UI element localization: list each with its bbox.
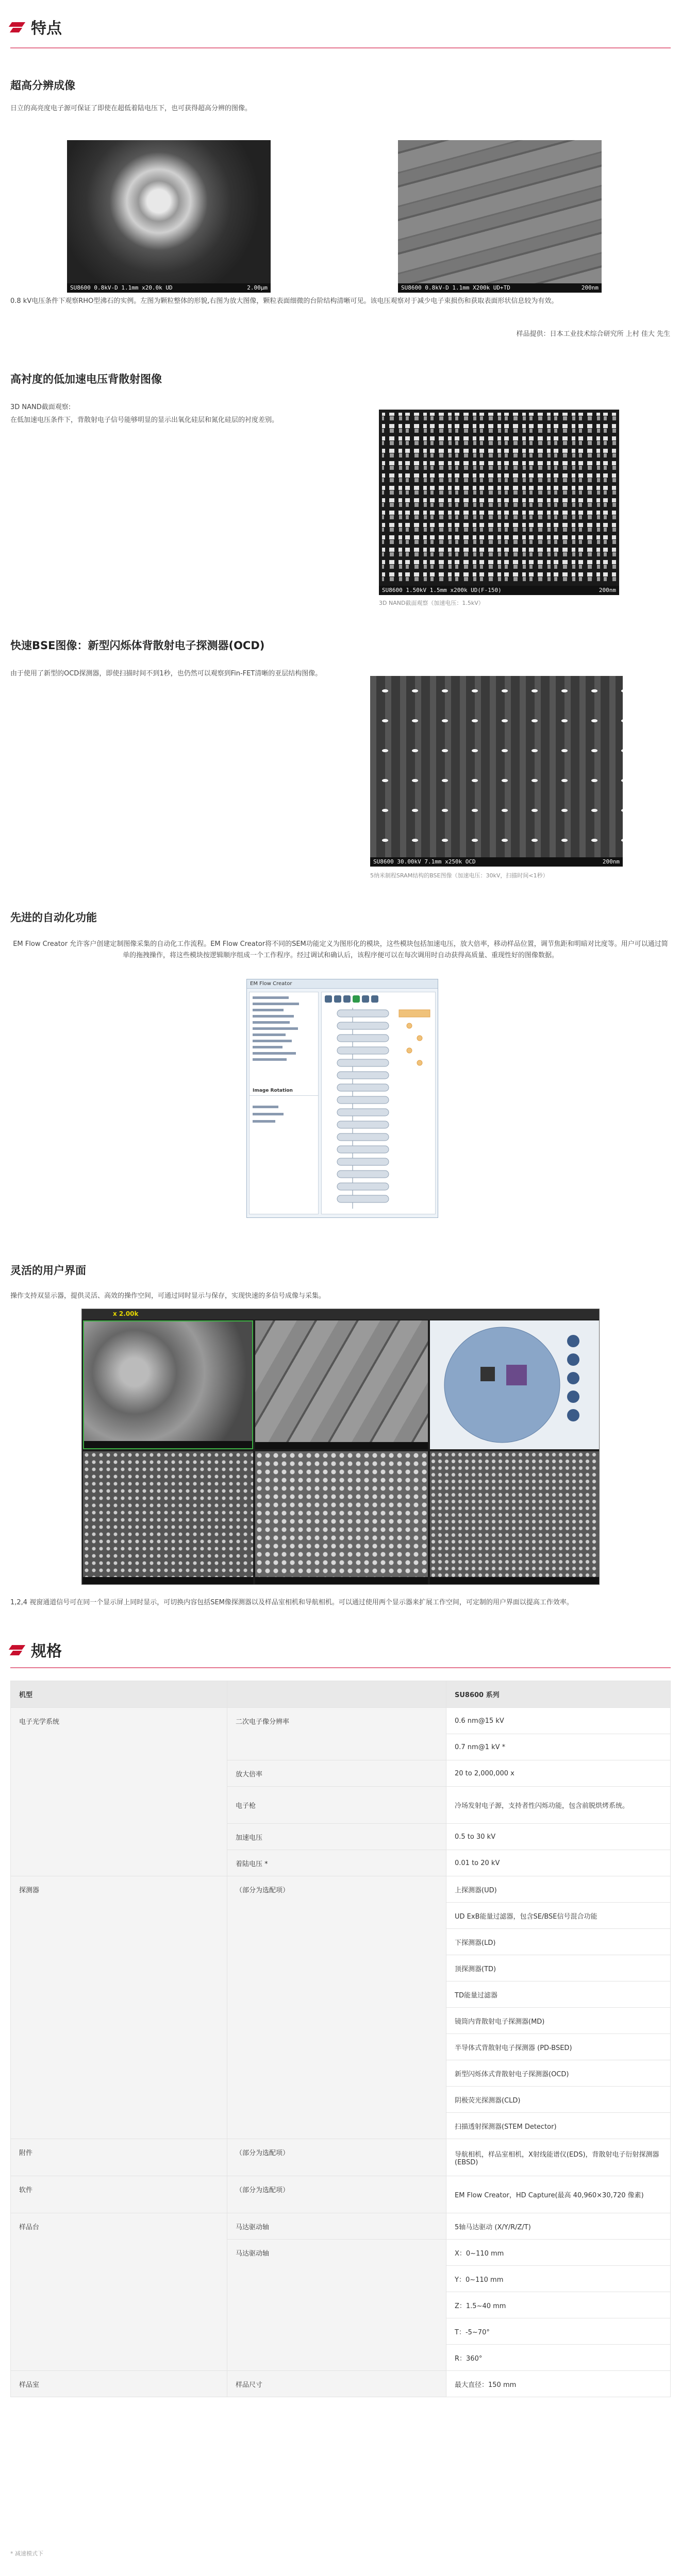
spec-row: Y：0~110 mm [11, 2266, 671, 2292]
features-heading [10, 15, 671, 38]
section-mark-icon [10, 1643, 25, 1656]
features-title: 特点 [31, 20, 62, 38]
spec-row: 阴极荧光探测器(CLD) [11, 2087, 671, 2113]
spec-row: 加速电压 0.5 to 30 kV [11, 1824, 671, 1850]
feature-1-credit: 样品提供：日本工业技术综合研究所 上村 佳大 先生 [516, 330, 670, 338]
feature-4-desc: EM Flow Creator 允许客户创建定制图像采集的自动化工作流程。EM Flow Creator将不同的SEM功能定义为图形化的模块，这些模块包括加速电压，放大倍率，移动样品位置，调节焦距和明暗对比度等。用户可以通过简单的拖拽操作，将这些模块按逻辑顺序组成一个工作程序。经过调试和确认后，该程序便可以在每次调用时自动获得高质量、重现性好的图像数据。 [13, 940, 668, 959]
feature-5-note: 1,2,4 视窗通道信号可在同一个显示屏上同时显示，可切换内容包括SEM像探测器以及样品室相机和导航相机。可以通过使用两个显示器来扩展工作空间，可定制的用户界面以提高工作效率。 [10, 1599, 573, 1606]
feature-1-title: 超高分辨成像 [10, 79, 75, 92]
spec-row: 样品台 马达驱动轴 5轴马达驱动 (X/Y/R/Z/T) [11, 2213, 671, 2240]
feature-3-desc: 由于使用了新型的OCD探测器，即使扫描时间不到1秒，也仍然可以观察到Fin-FET清晰的亚层结构图像。 [10, 670, 322, 677]
spec-row: 机型 SU8600 系列 [11, 1681, 671, 1708]
feature-3-title: 快速BSE图像：新型闪烁体背散射电子探测器(OCD) [10, 639, 265, 652]
feature-1-desc: 日立的高亮度电子源可保证了即使在超低着陆电压下，也可获得超高分辨的图像。 [10, 105, 252, 112]
spec-footnote: * 减速模式下 [10, 2550, 43, 2557]
flow-diagram [322, 992, 436, 1215]
features-divider [10, 47, 671, 48]
gui-nav-camera [430, 1320, 599, 1449]
gui-view-3 [83, 1451, 253, 1584]
flow-canvas [321, 992, 436, 1214]
sem-image-surface: SU8600 0.8kV-D 1.1mm X200k UD+TD 200nm [398, 140, 602, 293]
feature-3-caption: 5纳米制程SRAM结构的BSE图像（加速电压：30kV，扫描时间<1秒） [370, 872, 549, 879]
spec-row: 镜筒内背散射电子探测器(MD) [11, 2008, 671, 2034]
spec-divider [10, 1667, 671, 1668]
feature-2-caption: 3D NAND截面观察（加速电压：1.5kV） [379, 600, 484, 606]
spec-row: Z：1.5~40 mm [11, 2292, 671, 2318]
spec-row: 新型闪烁体式背散射电子探测器(OCD) [11, 2060, 671, 2087]
feature-2-desc: 在低加速电压条件下，背散射电子信号能够明显的显示出氧化硅层和氮化硅层的衬度差别。 [10, 416, 279, 424]
gui-magnification: x 2.00k [113, 1310, 139, 1317]
spec-row: 0.7 nm@1 kV * [11, 1734, 671, 1760]
spec-row: 软件 （部分为选配项） EM Flow Creator，HD Capture(最高 40,960×30,720 像素) [11, 2176, 671, 2213]
gui-view-2 [255, 1320, 428, 1449]
feature-5-title: 灵活的用户界面 [10, 1264, 86, 1277]
image-rotation-label: Image Rotation [253, 1088, 293, 1093]
sem-image-crystal: SU8600 0.8kV-D 1.1mm x20.0k UD 2.00μm [67, 140, 271, 293]
feature-1-note: 0.8 kV电压条件下观察RHO型沸石的实例。左图为颗粒整体的形貌,右图为放大图像，颗粒表面细微的台阶结构清晰可见。该电压观察对于减少电子束损伤和获取表面形状信息较为有效。 [10, 297, 558, 305]
stage-navigation-view [430, 1320, 599, 1449]
gui-view-5 [430, 1451, 599, 1584]
feature-2-title: 高衬度的低加速电压背散射图像 [10, 373, 162, 385]
spec-row: 放大倍率 20 to 2,000,000 x [11, 1760, 671, 1787]
nand-pattern [379, 410, 619, 586]
spec-row: 扫描透射探测器(STEM Detector) [11, 2113, 671, 2139]
spec-row: 探测器 （部分为选配项） 上探测器(UD) [11, 1876, 671, 1903]
spec-row: 样品室 样品尺寸 最大直径：150 mm [11, 2371, 671, 2397]
section-mark-icon [10, 20, 25, 33]
sem-image-nand: SU8600 1.50kV 1.5mm x200k UD(F-150) 200nm [379, 410, 619, 595]
spec-row: 附件 （部分为选配项） 导航相机，样品室相机，X射线能谱仪(EDS)，背散射电子衍射探测器(EBSD) [11, 2139, 671, 2176]
spec-row: 马达驱动轴 X：0~110 mm [11, 2240, 671, 2266]
module-list [250, 992, 318, 1214]
spec-row: T：-5~70° [11, 2318, 671, 2345]
module-list-panel [249, 992, 319, 1214]
spec-row: 半导体式背散射电子探测器 (PD-BSED) [11, 2034, 671, 2060]
spec-row: 着陆电压 * 0.01 to 20 kV [11, 1850, 671, 1876]
dual-monitor-gui-screenshot [81, 1309, 600, 1585]
sem-image-bse: SU8600 30.00kV 7.1mm x250k OCD 200nm [370, 676, 623, 867]
spec-row: TD能量过滤器 [11, 1981, 671, 2008]
spec-row: UD ExB能量过滤器，包含SE/BSE信号混合功能 [11, 1903, 671, 1929]
gui-view-4 [255, 1451, 428, 1584]
feature-5-desc: 操作支持双显示器，提供灵活、高效的操作空间，可通过同时显示与保存，实现快速的多信号成像与采集。 [10, 1292, 326, 1300]
spec-row: R：360° [11, 2345, 671, 2371]
em-flow-creator-screenshot [246, 979, 438, 1218]
gui-view-1 [83, 1320, 253, 1449]
app-title-bar: EM Flow Creator [247, 979, 438, 989]
spec-row: 下探测器(LD) [11, 1929, 671, 1955]
spec-row: 电子枪 冷场发射电子源，支持者性闪烁功能，包含前脱烘烤系统。 [11, 1787, 671, 1824]
spec-row: 顶探测器(TD) [11, 1955, 671, 1981]
spec-heading [10, 1638, 671, 1661]
feature-2-subtitle: 3D NAND截面观察: [10, 403, 71, 411]
spec-row: 电子光学系统 二次电子像分辨率 0.6 nm@15 kV [11, 1708, 671, 1734]
spec-title: 规格 [31, 1642, 62, 1660]
gui-toolbar [82, 1309, 599, 1319]
spec-table [10, 1681, 671, 2397]
feature-4-title: 先进的自动化功能 [10, 911, 97, 924]
